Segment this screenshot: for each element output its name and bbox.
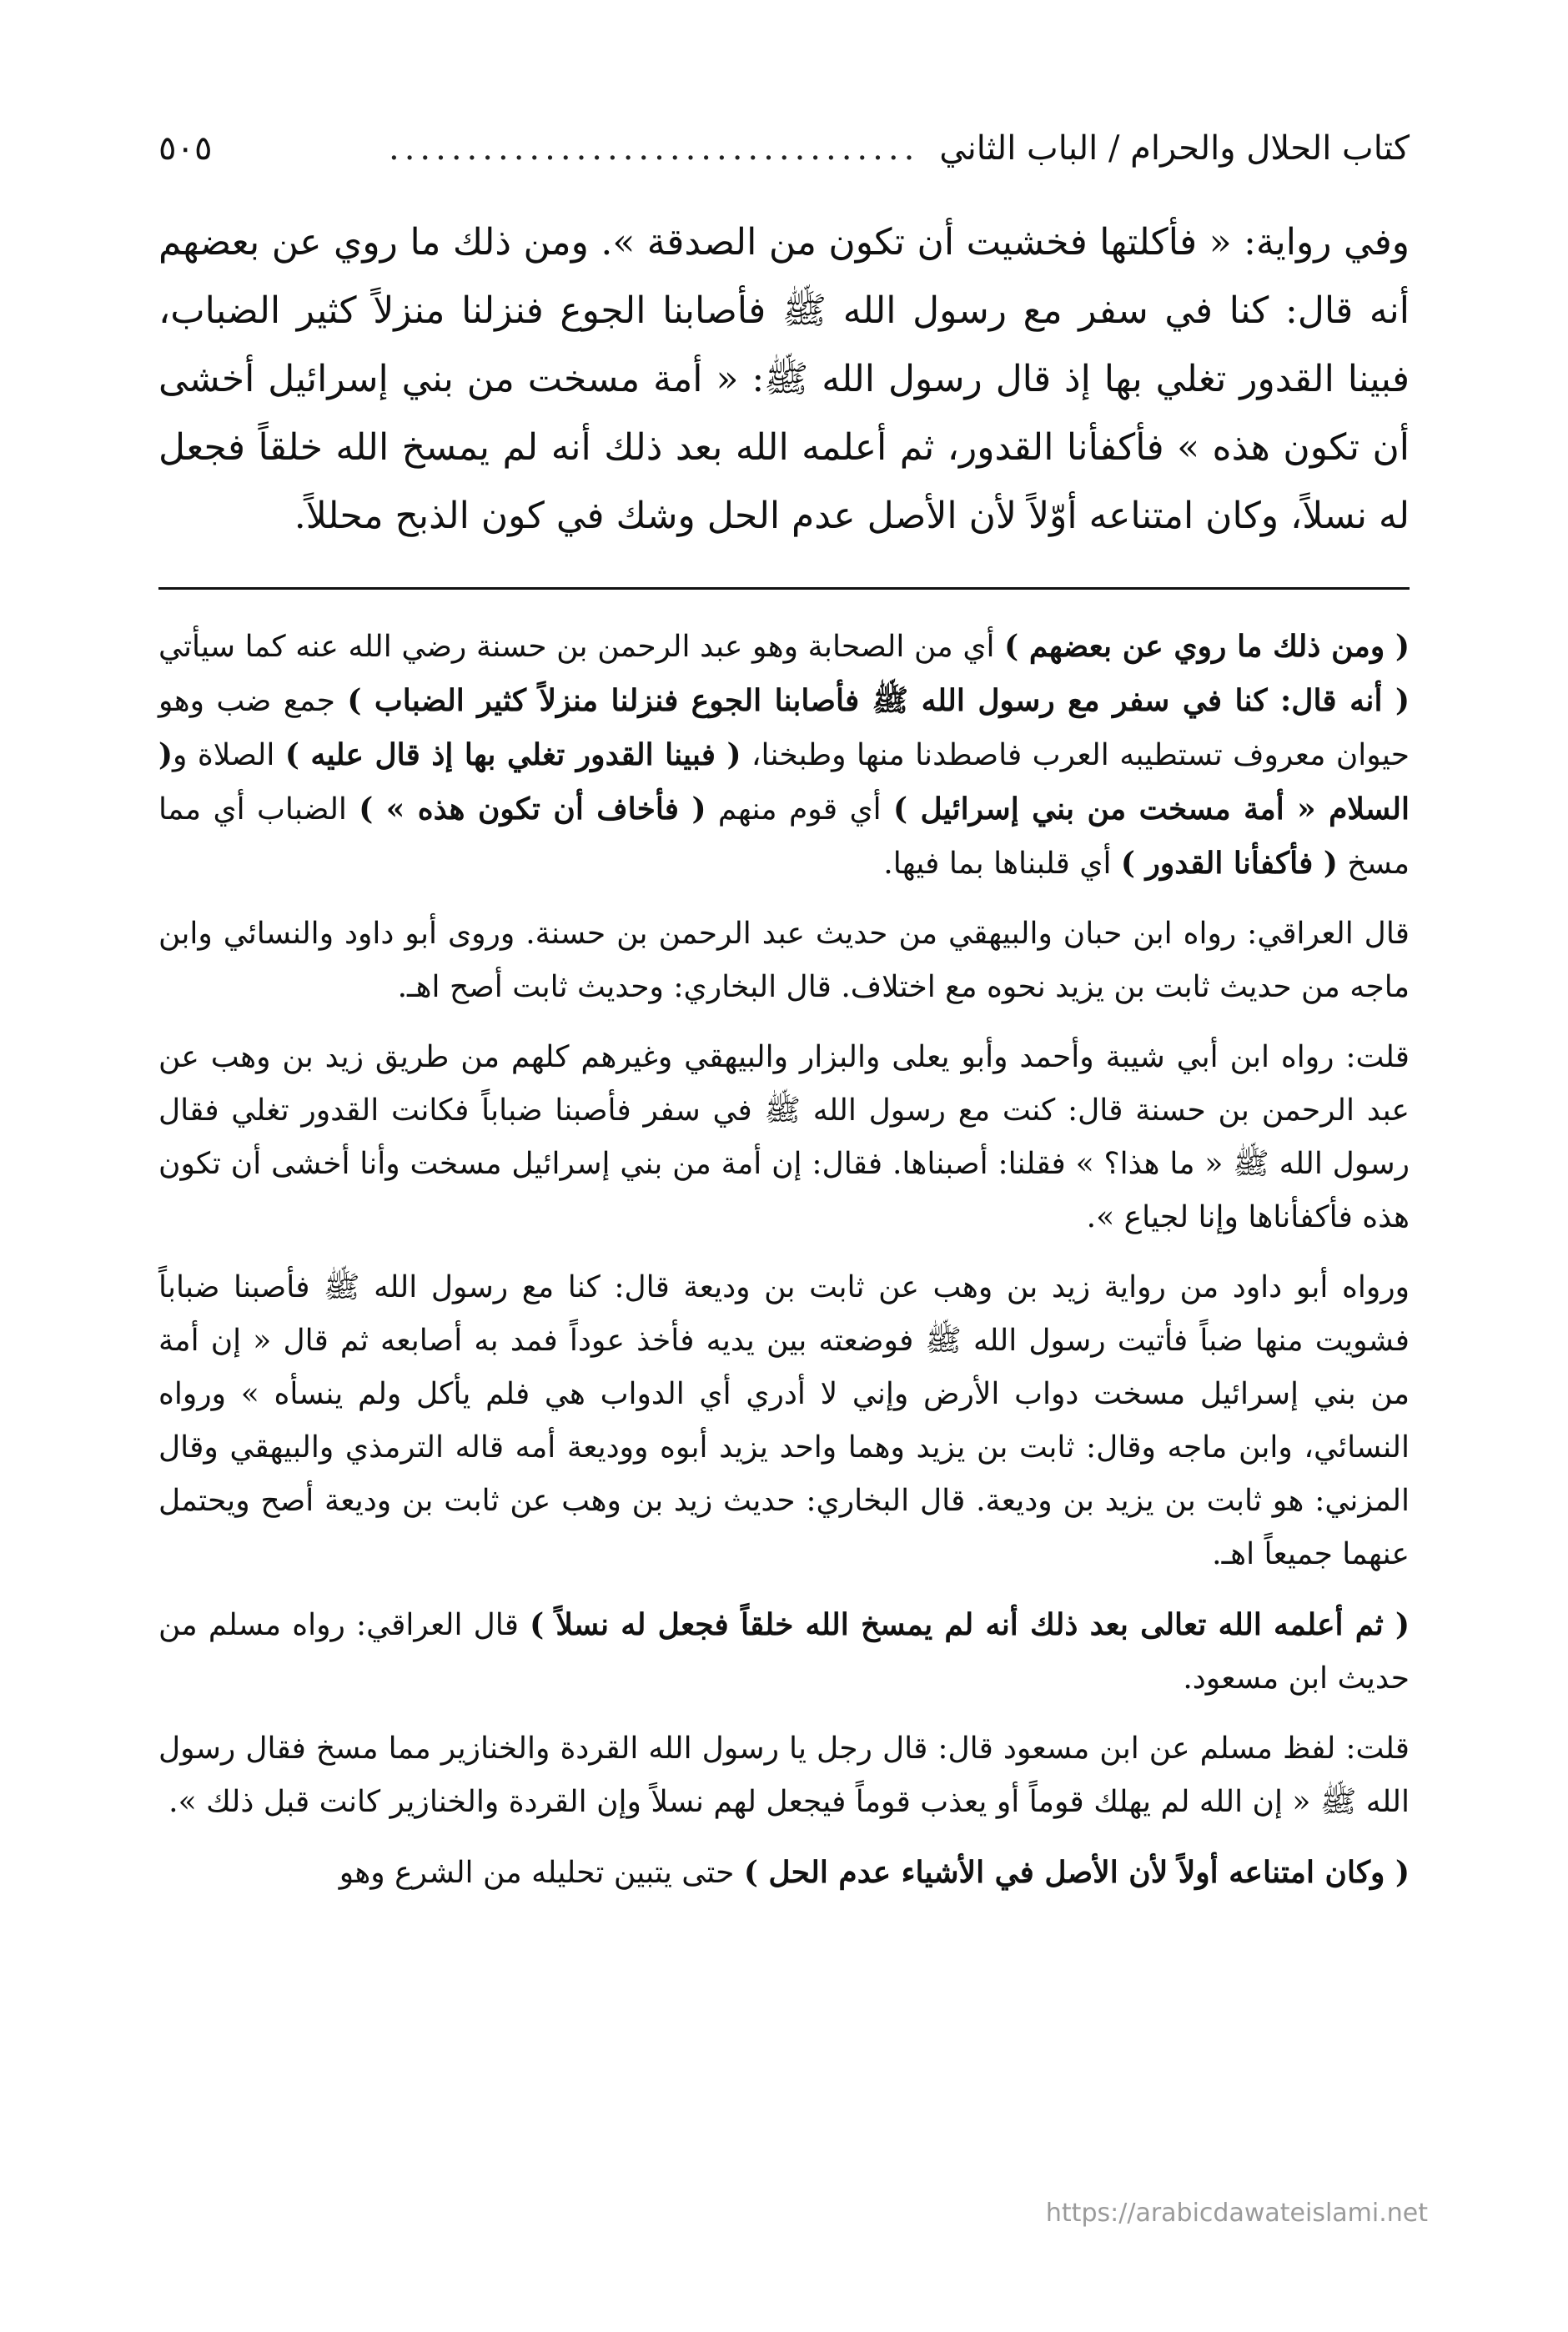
source-watermark: https://arabicdawateislami.net [1045, 2199, 1428, 2228]
commentary-paragraph-4: ورواه أبو داود من رواية زيد بن وهب عن ثابت بن وديعة قال: كنا مع رسول الله ﷺ فأصبنا ضباباً فشويت منها ضباً فأتيت رسول الله ﷺ فوضعته بين يديه فأخذ عوداً فمد به أصابعه ثم قال « إن أمة من بني إسرائيل مسخت دواب الأرض وإني لا أدري أي الدواب هي فلم يأكل ولم ينسأه » ورواه النسائي، وابن ماجه وقال: ثابت بن يزيد وهما واحد يزيد أبوه ووديعة أمه قاله الترمذي والبيهقي وقال المزني: هو ثابت بن يزيد بن وديعة. قال البخاري: حديث زيد بن وهب عن ثابت بن وديعة أصح ويحتمل عنهما جميعاً اهـ. [158, 1270, 1410, 1571]
quoted-phrase: ( وكان امتناعه أولاً لأن الأصل في الأشياء عدم الحل ) [743, 1855, 1410, 1890]
commentary-text: الصلاة و [173, 738, 285, 772]
commentary-text: حتى يتبين تحليله من الشرع وهو [339, 1856, 744, 1890]
quoted-phrase: ( فأكفأنا القدور ) [1120, 846, 1338, 881]
footnote-divider [158, 587, 1410, 590]
page-number: ٥٠٥ [158, 129, 213, 168]
main-text-block [158, 209, 1410, 550]
commentary-text: أي قوم منهم [706, 792, 894, 827]
commentary-paragraph-5 [158, 1598, 1410, 1706]
quoted-phrase: ( أنه قال: كنا في سفر مع رسول الله ﷺ فأصابنا الجوع فنزلنا منزلاً كثير الضباب ) [347, 683, 1410, 718]
running-header [158, 125, 1410, 175]
commentary-text: أي قلبناها بما فيها. [883, 847, 1121, 881]
quoted-phrase: ( فأخاف أن تكون هذه » ) [359, 792, 706, 827]
commentary-text: جمع ضب وهو حيوان معروف تستطيبه العرب فاصطدنا منها وطبخنا، [158, 684, 1410, 772]
commentary-paragraph-6: قلت: لفظ مسلم عن ابن مسعود قال: قال رجل يا رسول الله القردة والخنازير مما مسخ فقال رسول الله ﷺ « إن الله لم يهلك قوماً أو يعذب قوماً فيجعل لهم نسلاً وإن القردة والخنازير كانت قبل ذلك ». [158, 1731, 1410, 1819]
chapter-title: كتاب الحلال والحرام / الباب الثاني [939, 129, 1410, 168]
quoted-phrase: ( السلام « أمة مسخت من بني إسرائيل ) [158, 737, 1410, 827]
commentary-paragraph-3: قلت: رواه ابن أبي شيبة وأحمد وأبو يعلى والبزار والبيهقي وغيرهم كلهم من طريق زيد بن وهب عن عبد الرحمن بن حسنة قال: كنت مع رسول الله ﷺ في سفر فأصبنا ضباباً فكانت القدور تغلي فقال رسول الله ﷺ « ما هذا؟ » فقلنا: أصبناها. فقال: إن أمة من بني إسرائيل مسخت وأنا أخشى أن تكون هذه فأكفأناها وإنا لجياع ». [158, 1040, 1410, 1234]
commentary-text: أي من الصحابة وهو عبد الرحمن بن حسنة رضي الله عنه كما سيأتي [158, 630, 1005, 664]
quoted-phrase: ( فبينا القدور تغلي بها إذ قال عليه ) [284, 737, 741, 772]
commentary-text: الضباب أي مما مسخ [158, 792, 1410, 881]
commentary-paragraph-2: قال العراقي: رواه ابن حبان والبيهقي من حديث عبد الرحمن بن حسنة. وروى أبو داود والنسائي وابن ماجه من حديث ثابت بن يزيد نحوه مع اختلاف. قال البخاري: وحديث ثابت أصح اهـ. [158, 917, 1410, 1004]
commentary-paragraph-1 [158, 620, 1410, 891]
commentary-block [158, 620, 1410, 1900]
leader-dots: .................................. [388, 129, 920, 168]
commentary-paragraph-7 [158, 1846, 1410, 1900]
main-paragraph: وفي رواية: « فأكلتها فخشيت أن تكون من الصدقة ». ومن ذلك ما روي عن بعضهم أنه قال: كنا في سفر مع رسول الله ﷺ فأصابنا الجوع فنزلنا منزلاً كثير الضباب، فبينا القدور تغلي بها إذ قال رسول الله ﷺ: « أمة مسخت من بني إسرائيل أخشى أن تكون هذه » فأكفأنا القدور، ثم أعلمه الله بعد ذلك أنه لم يمسخ الله خلقاً فجعل له نسلاً، وكان امتناعه أوّلاً لأن الأصل عدم الحل وشك في كون الذبح محللاً. [158, 221, 1410, 537]
quoted-phrase: ( ثم أعلمه الله تعالى بعد ذلك أنه لم يمسخ الله خلقاً فجعل له نسلاً ) [530, 1607, 1410, 1642]
quoted-phrase: ( ومن ذلك ما روي عن بعضهم ) [1004, 629, 1410, 664]
commentary-text: قال العراقي: رواه مسلم من حديث ابن مسعود. [158, 1608, 1410, 1696]
document-page [158, 125, 1410, 2260]
